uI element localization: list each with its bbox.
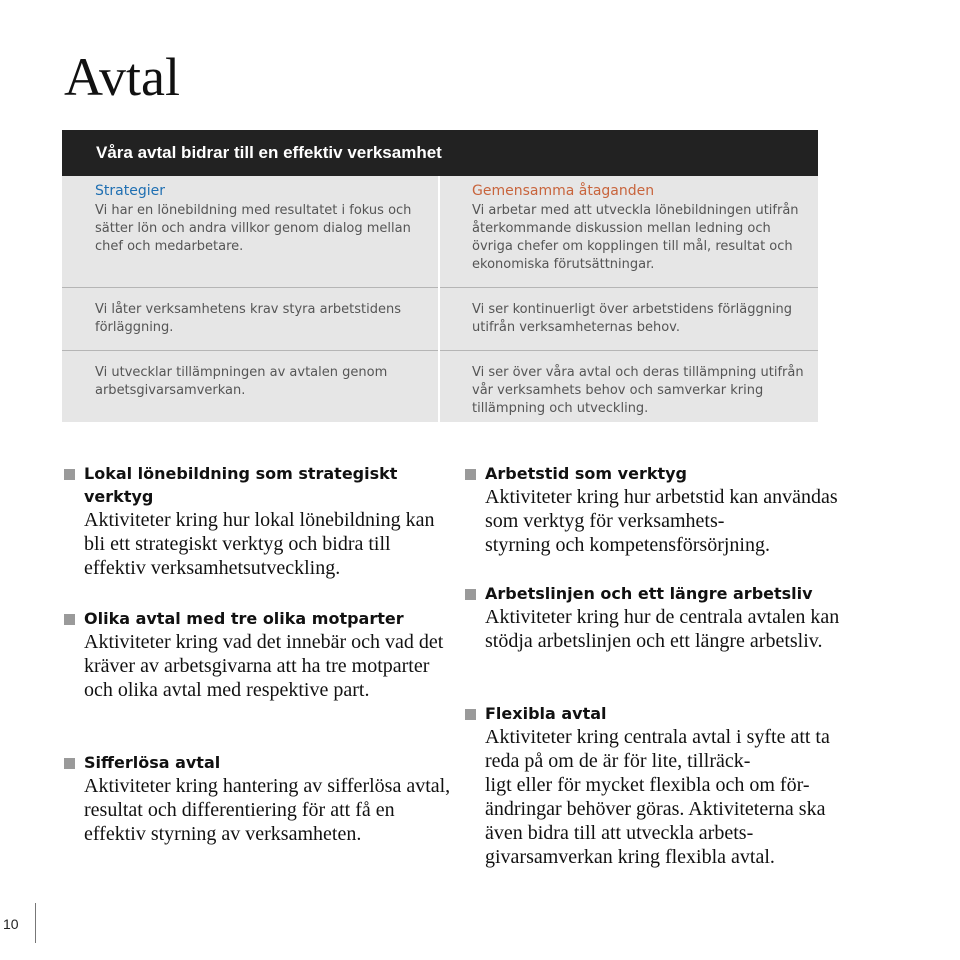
commitments-paragraph: Vi arbetar med att utveckla lönebildningen utifrån återkommande diskussion mellan ledning och övriga chefer om kopplingen till mål, resultat och ekonomiska förutsättningar.: [472, 203, 799, 272]
activity-item: [84, 462, 454, 580]
divider: [62, 350, 438, 351]
divider: [440, 350, 818, 351]
strategies-column: [62, 176, 438, 422]
activity-description: Aktiviteter kring hur de centrala avtalen kan stödja arbetslinjen och ett längre arbetsliv.: [485, 606, 840, 652]
activity-description: Aktiviteter kring vad det innebär och vad det kräver av arbetsgivarna att ha tre motparter och olika avtal med respektive part.: [84, 631, 444, 701]
box-header: Våra avtal bidrar till en effektiv verksamhet: [62, 130, 818, 176]
activity-description: Aktiviteter kring hur arbetstid kan användas som verktyg för verksamhets- styrning och kompetensförsörjning.: [485, 486, 838, 556]
commitments-paragraph: Vi ser över våra avtal och deras tillämpning utifrån vår verksamhets behov och samverkar kring tillämpning och utveckling.: [472, 365, 804, 416]
square-bullet-icon: [465, 469, 476, 480]
activity-item: [485, 702, 855, 869]
activity-item: [84, 751, 459, 846]
activity-item: [485, 462, 855, 557]
strategies-paragraph: Vi utvecklar tillämpningen av avtalen genom arbetsgivarsamverkan.: [95, 365, 388, 398]
page-title: Avtal: [64, 47, 180, 107]
page-number: 10: [0, 903, 36, 943]
commitments-heading: Gemensamma åtaganden: [472, 183, 655, 199]
activity-heading: Lokal lönebildning som strategiskt verktyg: [84, 464, 398, 506]
commitments-column: [440, 176, 818, 422]
commitments-paragraph: Vi ser kontinuerligt över arbetstidens förläggning utifrån verksamheternas behov.: [472, 302, 793, 335]
strategies-paragraph: Vi låter verksamhetens krav styra arbetstidens förläggning.: [95, 302, 402, 335]
activity-description: Aktiviteter kring centrala avtal i syfte att ta reda på om de är för lite, tillräck- ligt eller för mycket flexibla och om för- ändringar behöver göras. Aktiviteterna ska även bidra till att utveckla arbets- givarsamverkan kring flexibla avtal.: [485, 726, 830, 868]
activity-heading: Arbetslinjen och ett längre arbetsliv: [485, 584, 813, 603]
activity-item: [84, 607, 454, 702]
square-bullet-icon: [465, 589, 476, 600]
square-bullet-icon: [64, 469, 75, 480]
activity-heading: Flexibla avtal: [485, 704, 607, 723]
strategies-heading: Strategier: [95, 183, 165, 199]
strategies-paragraph: Vi har en lönebildning med resultatet i fokus och sätter lön och andra villkor genom dialog mellan chef och medarbetare.: [95, 203, 412, 254]
divider: [62, 287, 438, 288]
activity-heading: Sifferlösa avtal: [84, 753, 221, 772]
square-bullet-icon: [64, 614, 75, 625]
activity-heading: Olika avtal med tre olika motparter: [84, 609, 404, 628]
activity-description: Aktiviteter kring hur lokal lönebildning kan bli ett strategiskt verktyg och bidra till effektiv verksamhetsutveckling.: [84, 509, 435, 579]
activity-item: [485, 582, 855, 653]
activity-description: Aktiviteter kring hantering av sifferlösa avtal, resultat och differentiering för att få en effektiv styrning av verksamheten.: [84, 775, 451, 845]
square-bullet-icon: [465, 709, 476, 720]
divider: [440, 287, 818, 288]
activity-heading: Arbetstid som verktyg: [485, 464, 688, 483]
square-bullet-icon: [64, 758, 75, 769]
